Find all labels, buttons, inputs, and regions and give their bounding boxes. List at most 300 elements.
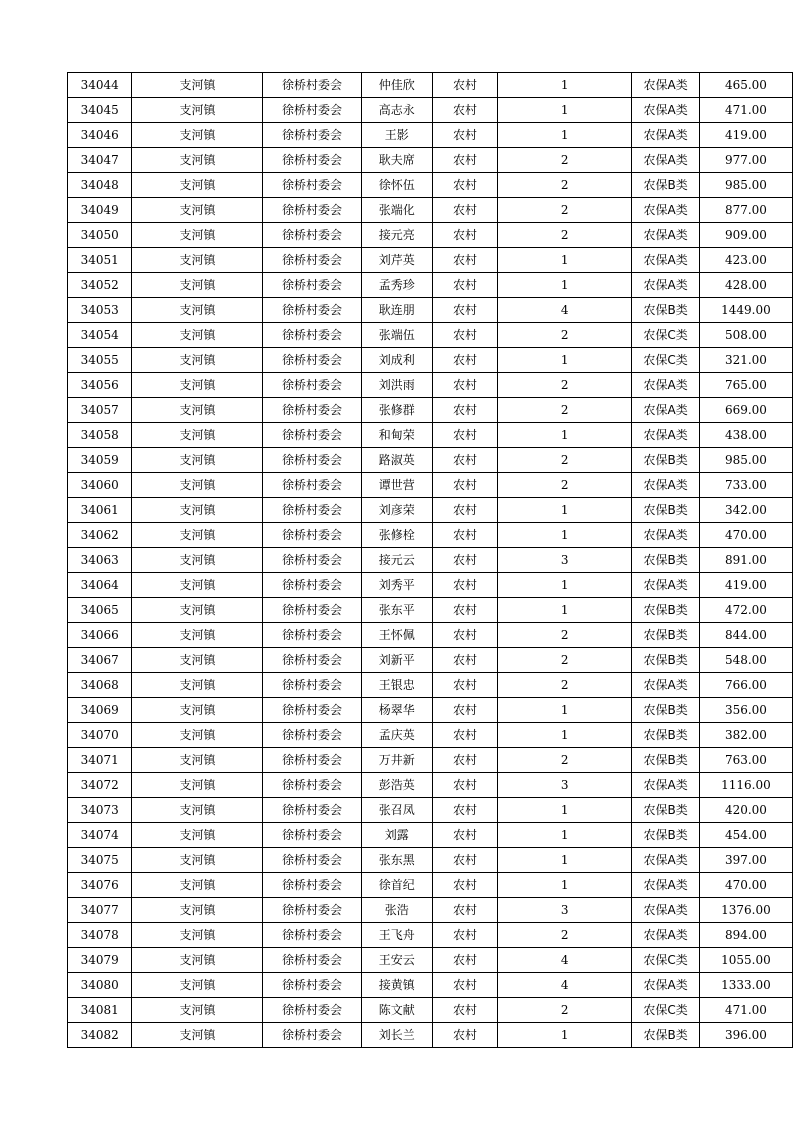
area-type-cell: 农村 xyxy=(432,73,497,98)
insurance-class-cell: 农保A类 xyxy=(632,73,700,98)
area-type-cell: 农村 xyxy=(432,173,497,198)
insurance-class-cell: 农保A类 xyxy=(632,673,700,698)
table-row xyxy=(68,723,793,748)
town-cell: 支河镇 xyxy=(132,673,263,698)
household-size-cell: 3 xyxy=(498,898,632,923)
table-row xyxy=(68,248,793,273)
household-size-cell: 1 xyxy=(498,348,632,373)
household-size-cell: 2 xyxy=(498,473,632,498)
amount-cell: 669.00 xyxy=(699,398,792,423)
amount-cell: 471.00 xyxy=(699,98,792,123)
allowance-table xyxy=(67,72,793,1048)
amount-cell: 1449.00 xyxy=(699,298,792,323)
area-type-cell: 农村 xyxy=(432,548,497,573)
village-committee-cell: 徐桥村委会 xyxy=(263,1023,361,1048)
record-id-cell: 34063 xyxy=(68,548,132,573)
household-size-cell: 2 xyxy=(498,648,632,673)
household-size-cell: 1 xyxy=(498,1023,632,1048)
table-row xyxy=(68,573,793,598)
household-size-cell: 4 xyxy=(498,298,632,323)
town-cell: 支河镇 xyxy=(132,73,263,98)
village-committee-cell: 徐桥村委会 xyxy=(263,448,361,473)
household-size-cell: 4 xyxy=(498,973,632,998)
amount-cell: 894.00 xyxy=(699,923,792,948)
amount-cell: 985.00 xyxy=(699,448,792,473)
town-cell: 支河镇 xyxy=(132,448,263,473)
amount-cell: 470.00 xyxy=(699,873,792,898)
household-size-cell: 2 xyxy=(498,748,632,773)
amount-cell: 733.00 xyxy=(699,473,792,498)
town-cell: 支河镇 xyxy=(132,373,263,398)
area-type-cell: 农村 xyxy=(432,873,497,898)
household-size-cell: 1 xyxy=(498,248,632,273)
village-committee-cell: 徐桥村委会 xyxy=(263,773,361,798)
amount-cell: 763.00 xyxy=(699,748,792,773)
village-committee-cell: 徐桥村委会 xyxy=(263,648,361,673)
record-id-cell: 34082 xyxy=(68,1023,132,1048)
record-id-cell: 34045 xyxy=(68,98,132,123)
name-cell: 张端伍 xyxy=(361,323,432,348)
area-type-cell: 农村 xyxy=(432,848,497,873)
table-row xyxy=(68,523,793,548)
amount-cell: 1333.00 xyxy=(699,973,792,998)
amount-cell: 454.00 xyxy=(699,823,792,848)
area-type-cell: 农村 xyxy=(432,973,497,998)
household-size-cell: 1 xyxy=(498,573,632,598)
amount-cell: 472.00 xyxy=(699,598,792,623)
amount-cell: 508.00 xyxy=(699,323,792,348)
town-cell: 支河镇 xyxy=(132,798,263,823)
amount-cell: 548.00 xyxy=(699,648,792,673)
insurance-class-cell: 农保C类 xyxy=(632,948,700,973)
town-cell: 支河镇 xyxy=(132,148,263,173)
household-size-cell: 4 xyxy=(498,948,632,973)
amount-cell: 985.00 xyxy=(699,173,792,198)
area-type-cell: 农村 xyxy=(432,898,497,923)
name-cell: 张修栓 xyxy=(361,523,432,548)
area-type-cell: 农村 xyxy=(432,648,497,673)
name-cell: 张召凤 xyxy=(361,798,432,823)
insurance-class-cell: 农保A类 xyxy=(632,473,700,498)
household-size-cell: 1 xyxy=(498,873,632,898)
insurance-class-cell: 农保A类 xyxy=(632,848,700,873)
name-cell: 陈文献 xyxy=(361,998,432,1023)
town-cell: 支河镇 xyxy=(132,598,263,623)
village-committee-cell: 徐桥村委会 xyxy=(263,873,361,898)
insurance-class-cell: 农保A类 xyxy=(632,373,700,398)
record-id-cell: 34078 xyxy=(68,923,132,948)
village-committee-cell: 徐桥村委会 xyxy=(263,498,361,523)
record-id-cell: 34052 xyxy=(68,273,132,298)
household-size-cell: 1 xyxy=(498,498,632,523)
table-row xyxy=(68,798,793,823)
table-row xyxy=(68,223,793,248)
insurance-class-cell: 农保B类 xyxy=(632,173,700,198)
table-row xyxy=(68,73,793,98)
town-cell: 支河镇 xyxy=(132,648,263,673)
name-cell: 接元亮 xyxy=(361,223,432,248)
village-committee-cell: 徐桥村委会 xyxy=(263,148,361,173)
record-id-cell: 34080 xyxy=(68,973,132,998)
name-cell: 仲佳欣 xyxy=(361,73,432,98)
insurance-class-cell: 农保C类 xyxy=(632,348,700,373)
table-row xyxy=(68,498,793,523)
village-committee-cell: 徐桥村委会 xyxy=(263,973,361,998)
town-cell: 支河镇 xyxy=(132,1023,263,1048)
village-committee-cell: 徐桥村委会 xyxy=(263,723,361,748)
insurance-class-cell: 农保B类 xyxy=(632,698,700,723)
name-cell: 杨翠华 xyxy=(361,698,432,723)
amount-cell: 891.00 xyxy=(699,548,792,573)
household-size-cell: 2 xyxy=(498,373,632,398)
area-type-cell: 农村 xyxy=(432,273,497,298)
amount-cell: 423.00 xyxy=(699,248,792,273)
household-size-cell: 1 xyxy=(498,723,632,748)
town-cell: 支河镇 xyxy=(132,473,263,498)
table-row xyxy=(68,598,793,623)
amount-cell: 382.00 xyxy=(699,723,792,748)
table-row xyxy=(68,998,793,1023)
insurance-class-cell: 农保B类 xyxy=(632,548,700,573)
insurance-class-cell: 农保A类 xyxy=(632,198,700,223)
village-committee-cell: 徐桥村委会 xyxy=(263,748,361,773)
record-id-cell: 34053 xyxy=(68,298,132,323)
town-cell: 支河镇 xyxy=(132,423,263,448)
table-row xyxy=(68,448,793,473)
town-cell: 支河镇 xyxy=(132,898,263,923)
table-row xyxy=(68,623,793,648)
insurance-class-cell: 农保B类 xyxy=(632,723,700,748)
household-size-cell: 1 xyxy=(498,423,632,448)
village-committee-cell: 徐桥村委会 xyxy=(263,373,361,398)
town-cell: 支河镇 xyxy=(132,523,263,548)
insurance-class-cell: 农保C类 xyxy=(632,323,700,348)
record-id-cell: 34050 xyxy=(68,223,132,248)
area-type-cell: 农村 xyxy=(432,773,497,798)
area-type-cell: 农村 xyxy=(432,1023,497,1048)
area-type-cell: 农村 xyxy=(432,223,497,248)
table-row xyxy=(68,148,793,173)
village-committee-cell: 徐桥村委会 xyxy=(263,948,361,973)
household-size-cell: 1 xyxy=(498,798,632,823)
table-row xyxy=(68,823,793,848)
amount-cell: 1116.00 xyxy=(699,773,792,798)
town-cell: 支河镇 xyxy=(132,948,263,973)
town-cell: 支河镇 xyxy=(132,823,263,848)
record-id-cell: 34055 xyxy=(68,348,132,373)
name-cell: 张东平 xyxy=(361,598,432,623)
name-cell: 孟秀珍 xyxy=(361,273,432,298)
record-id-cell: 34065 xyxy=(68,598,132,623)
area-type-cell: 农村 xyxy=(432,473,497,498)
record-id-cell: 34044 xyxy=(68,73,132,98)
village-committee-cell: 徐桥村委会 xyxy=(263,248,361,273)
insurance-class-cell: 农保A类 xyxy=(632,98,700,123)
insurance-class-cell: 农保A类 xyxy=(632,873,700,898)
record-id-cell: 34079 xyxy=(68,948,132,973)
table-row xyxy=(68,873,793,898)
area-type-cell: 农村 xyxy=(432,948,497,973)
village-committee-cell: 徐桥村委会 xyxy=(263,598,361,623)
area-type-cell: 农村 xyxy=(432,423,497,448)
name-cell: 刘新平 xyxy=(361,648,432,673)
amount-cell: 397.00 xyxy=(699,848,792,873)
area-type-cell: 农村 xyxy=(432,798,497,823)
table-row xyxy=(68,473,793,498)
town-cell: 支河镇 xyxy=(132,498,263,523)
record-id-cell: 34072 xyxy=(68,773,132,798)
area-type-cell: 农村 xyxy=(432,398,497,423)
area-type-cell: 农村 xyxy=(432,623,497,648)
amount-cell: 321.00 xyxy=(699,348,792,373)
town-cell: 支河镇 xyxy=(132,398,263,423)
table-row xyxy=(68,898,793,923)
name-cell: 刘秀平 xyxy=(361,573,432,598)
area-type-cell: 农村 xyxy=(432,748,497,773)
town-cell: 支河镇 xyxy=(132,298,263,323)
record-id-cell: 34071 xyxy=(68,748,132,773)
area-type-cell: 农村 xyxy=(432,998,497,1023)
insurance-class-cell: 农保B类 xyxy=(632,298,700,323)
record-id-cell: 34081 xyxy=(68,998,132,1023)
insurance-class-cell: 农保B类 xyxy=(632,798,700,823)
town-cell: 支河镇 xyxy=(132,723,263,748)
household-size-cell: 3 xyxy=(498,548,632,573)
table-row xyxy=(68,548,793,573)
insurance-class-cell: 农保B类 xyxy=(632,498,700,523)
village-committee-cell: 徐桥村委会 xyxy=(263,798,361,823)
area-type-cell: 农村 xyxy=(432,673,497,698)
name-cell: 接黄镇 xyxy=(361,973,432,998)
insurance-class-cell: 农保A类 xyxy=(632,523,700,548)
record-id-cell: 34058 xyxy=(68,423,132,448)
village-committee-cell: 徐桥村委会 xyxy=(263,623,361,648)
village-committee-cell: 徐桥村委会 xyxy=(263,348,361,373)
name-cell: 王银忠 xyxy=(361,673,432,698)
amount-cell: 396.00 xyxy=(699,1023,792,1048)
record-id-cell: 34070 xyxy=(68,723,132,748)
village-committee-cell: 徐桥村委会 xyxy=(263,323,361,348)
area-type-cell: 农村 xyxy=(432,598,497,623)
table-row xyxy=(68,848,793,873)
area-type-cell: 农村 xyxy=(432,823,497,848)
insurance-class-cell: 农保A类 xyxy=(632,123,700,148)
record-id-cell: 34056 xyxy=(68,373,132,398)
table-row xyxy=(68,748,793,773)
household-size-cell: 1 xyxy=(498,273,632,298)
table-row xyxy=(68,398,793,423)
insurance-class-cell: 农保A类 xyxy=(632,573,700,598)
household-size-cell: 2 xyxy=(498,398,632,423)
table-row xyxy=(68,698,793,723)
insurance-class-cell: 农保B类 xyxy=(632,648,700,673)
insurance-class-cell: 农保A类 xyxy=(632,273,700,298)
town-cell: 支河镇 xyxy=(132,548,263,573)
name-cell: 接元云 xyxy=(361,548,432,573)
village-committee-cell: 徐桥村委会 xyxy=(263,173,361,198)
household-size-cell: 2 xyxy=(498,173,632,198)
village-committee-cell: 徐桥村委会 xyxy=(263,273,361,298)
town-cell: 支河镇 xyxy=(132,198,263,223)
insurance-class-cell: 农保A类 xyxy=(632,223,700,248)
area-type-cell: 农村 xyxy=(432,698,497,723)
amount-cell: 465.00 xyxy=(699,73,792,98)
household-size-cell: 3 xyxy=(498,773,632,798)
name-cell: 孟庆英 xyxy=(361,723,432,748)
household-size-cell: 1 xyxy=(498,698,632,723)
name-cell: 张东黑 xyxy=(361,848,432,873)
amount-cell: 428.00 xyxy=(699,273,792,298)
village-committee-cell: 徐桥村委会 xyxy=(263,573,361,598)
area-type-cell: 农村 xyxy=(432,923,497,948)
record-id-cell: 34048 xyxy=(68,173,132,198)
table-row xyxy=(68,373,793,398)
name-cell: 王安云 xyxy=(361,948,432,973)
insurance-class-cell: 农保B类 xyxy=(632,623,700,648)
table-row xyxy=(68,298,793,323)
name-cell: 刘露 xyxy=(361,823,432,848)
name-cell: 谭世营 xyxy=(361,473,432,498)
name-cell: 路淑英 xyxy=(361,448,432,473)
insurance-class-cell: 农保A类 xyxy=(632,773,700,798)
record-id-cell: 34068 xyxy=(68,673,132,698)
name-cell: 刘成利 xyxy=(361,348,432,373)
town-cell: 支河镇 xyxy=(132,998,263,1023)
village-committee-cell: 徐桥村委会 xyxy=(263,298,361,323)
record-id-cell: 34077 xyxy=(68,898,132,923)
village-committee-cell: 徐桥村委会 xyxy=(263,998,361,1023)
name-cell: 耿连朋 xyxy=(361,298,432,323)
amount-cell: 356.00 xyxy=(699,698,792,723)
amount-cell: 765.00 xyxy=(699,373,792,398)
insurance-class-cell: 农保B类 xyxy=(632,823,700,848)
village-committee-cell: 徐桥村委会 xyxy=(263,848,361,873)
table-row xyxy=(68,348,793,373)
insurance-class-cell: 农保A类 xyxy=(632,423,700,448)
name-cell: 刘芹英 xyxy=(361,248,432,273)
town-cell: 支河镇 xyxy=(132,323,263,348)
town-cell: 支河镇 xyxy=(132,623,263,648)
name-cell: 和甸荣 xyxy=(361,423,432,448)
area-type-cell: 农村 xyxy=(432,348,497,373)
household-size-cell: 2 xyxy=(498,148,632,173)
town-cell: 支河镇 xyxy=(132,123,263,148)
name-cell: 王飞舟 xyxy=(361,923,432,948)
amount-cell: 471.00 xyxy=(699,998,792,1023)
table-row xyxy=(68,773,793,798)
record-id-cell: 34074 xyxy=(68,823,132,848)
area-type-cell: 农村 xyxy=(432,573,497,598)
name-cell: 徐怀伍 xyxy=(361,173,432,198)
record-id-cell: 34060 xyxy=(68,473,132,498)
village-committee-cell: 徐桥村委会 xyxy=(263,223,361,248)
household-size-cell: 1 xyxy=(498,98,632,123)
household-size-cell: 2 xyxy=(498,923,632,948)
amount-cell: 420.00 xyxy=(699,798,792,823)
town-cell: 支河镇 xyxy=(132,698,263,723)
area-type-cell: 农村 xyxy=(432,498,497,523)
table-row xyxy=(68,123,793,148)
household-size-cell: 1 xyxy=(498,523,632,548)
household-size-cell: 2 xyxy=(498,623,632,648)
amount-cell: 438.00 xyxy=(699,423,792,448)
record-id-cell: 34062 xyxy=(68,523,132,548)
town-cell: 支河镇 xyxy=(132,98,263,123)
area-type-cell: 农村 xyxy=(432,248,497,273)
town-cell: 支河镇 xyxy=(132,173,263,198)
area-type-cell: 农村 xyxy=(432,373,497,398)
table-row xyxy=(68,98,793,123)
amount-cell: 470.00 xyxy=(699,523,792,548)
town-cell: 支河镇 xyxy=(132,873,263,898)
table-row xyxy=(68,948,793,973)
record-id-cell: 34075 xyxy=(68,848,132,873)
record-id-cell: 34051 xyxy=(68,248,132,273)
name-cell: 彭浩英 xyxy=(361,773,432,798)
town-cell: 支河镇 xyxy=(132,223,263,248)
household-size-cell: 1 xyxy=(498,848,632,873)
village-committee-cell: 徐桥村委会 xyxy=(263,123,361,148)
town-cell: 支河镇 xyxy=(132,923,263,948)
village-committee-cell: 徐桥村委会 xyxy=(263,423,361,448)
record-id-cell: 34057 xyxy=(68,398,132,423)
village-committee-cell: 徐桥村委会 xyxy=(263,898,361,923)
amount-cell: 844.00 xyxy=(699,623,792,648)
insurance-class-cell: 农保B类 xyxy=(632,1023,700,1048)
table-body xyxy=(68,73,793,1048)
amount-cell: 342.00 xyxy=(699,498,792,523)
table-row xyxy=(68,648,793,673)
table-row xyxy=(68,323,793,348)
household-size-cell: 1 xyxy=(498,73,632,98)
record-id-cell: 34046 xyxy=(68,123,132,148)
name-cell: 刘彦荣 xyxy=(361,498,432,523)
household-size-cell: 2 xyxy=(498,448,632,473)
town-cell: 支河镇 xyxy=(132,573,263,598)
name-cell: 万井新 xyxy=(361,748,432,773)
town-cell: 支河镇 xyxy=(132,748,263,773)
village-committee-cell: 徐桥村委会 xyxy=(263,923,361,948)
area-type-cell: 农村 xyxy=(432,98,497,123)
insurance-class-cell: 农保B类 xyxy=(632,448,700,473)
insurance-class-cell: 农保B类 xyxy=(632,598,700,623)
record-id-cell: 34061 xyxy=(68,498,132,523)
household-size-cell: 1 xyxy=(498,598,632,623)
area-type-cell: 农村 xyxy=(432,148,497,173)
household-size-cell: 2 xyxy=(498,223,632,248)
village-committee-cell: 徐桥村委会 xyxy=(263,673,361,698)
area-type-cell: 农村 xyxy=(432,123,497,148)
name-cell: 王怀佩 xyxy=(361,623,432,648)
amount-cell: 909.00 xyxy=(699,223,792,248)
name-cell: 徐首纪 xyxy=(361,873,432,898)
town-cell: 支河镇 xyxy=(132,273,263,298)
record-id-cell: 34064 xyxy=(68,573,132,598)
village-committee-cell: 徐桥村委会 xyxy=(263,398,361,423)
village-committee-cell: 徐桥村委会 xyxy=(263,473,361,498)
amount-cell: 977.00 xyxy=(699,148,792,173)
village-committee-cell: 徐桥村委会 xyxy=(263,823,361,848)
table-row xyxy=(68,1023,793,1048)
insurance-class-cell: 农保A类 xyxy=(632,923,700,948)
area-type-cell: 农村 xyxy=(432,523,497,548)
area-type-cell: 农村 xyxy=(432,198,497,223)
area-type-cell: 农村 xyxy=(432,448,497,473)
record-id-cell: 34076 xyxy=(68,873,132,898)
name-cell: 高志永 xyxy=(361,98,432,123)
amount-cell: 1376.00 xyxy=(699,898,792,923)
household-size-cell: 1 xyxy=(498,823,632,848)
